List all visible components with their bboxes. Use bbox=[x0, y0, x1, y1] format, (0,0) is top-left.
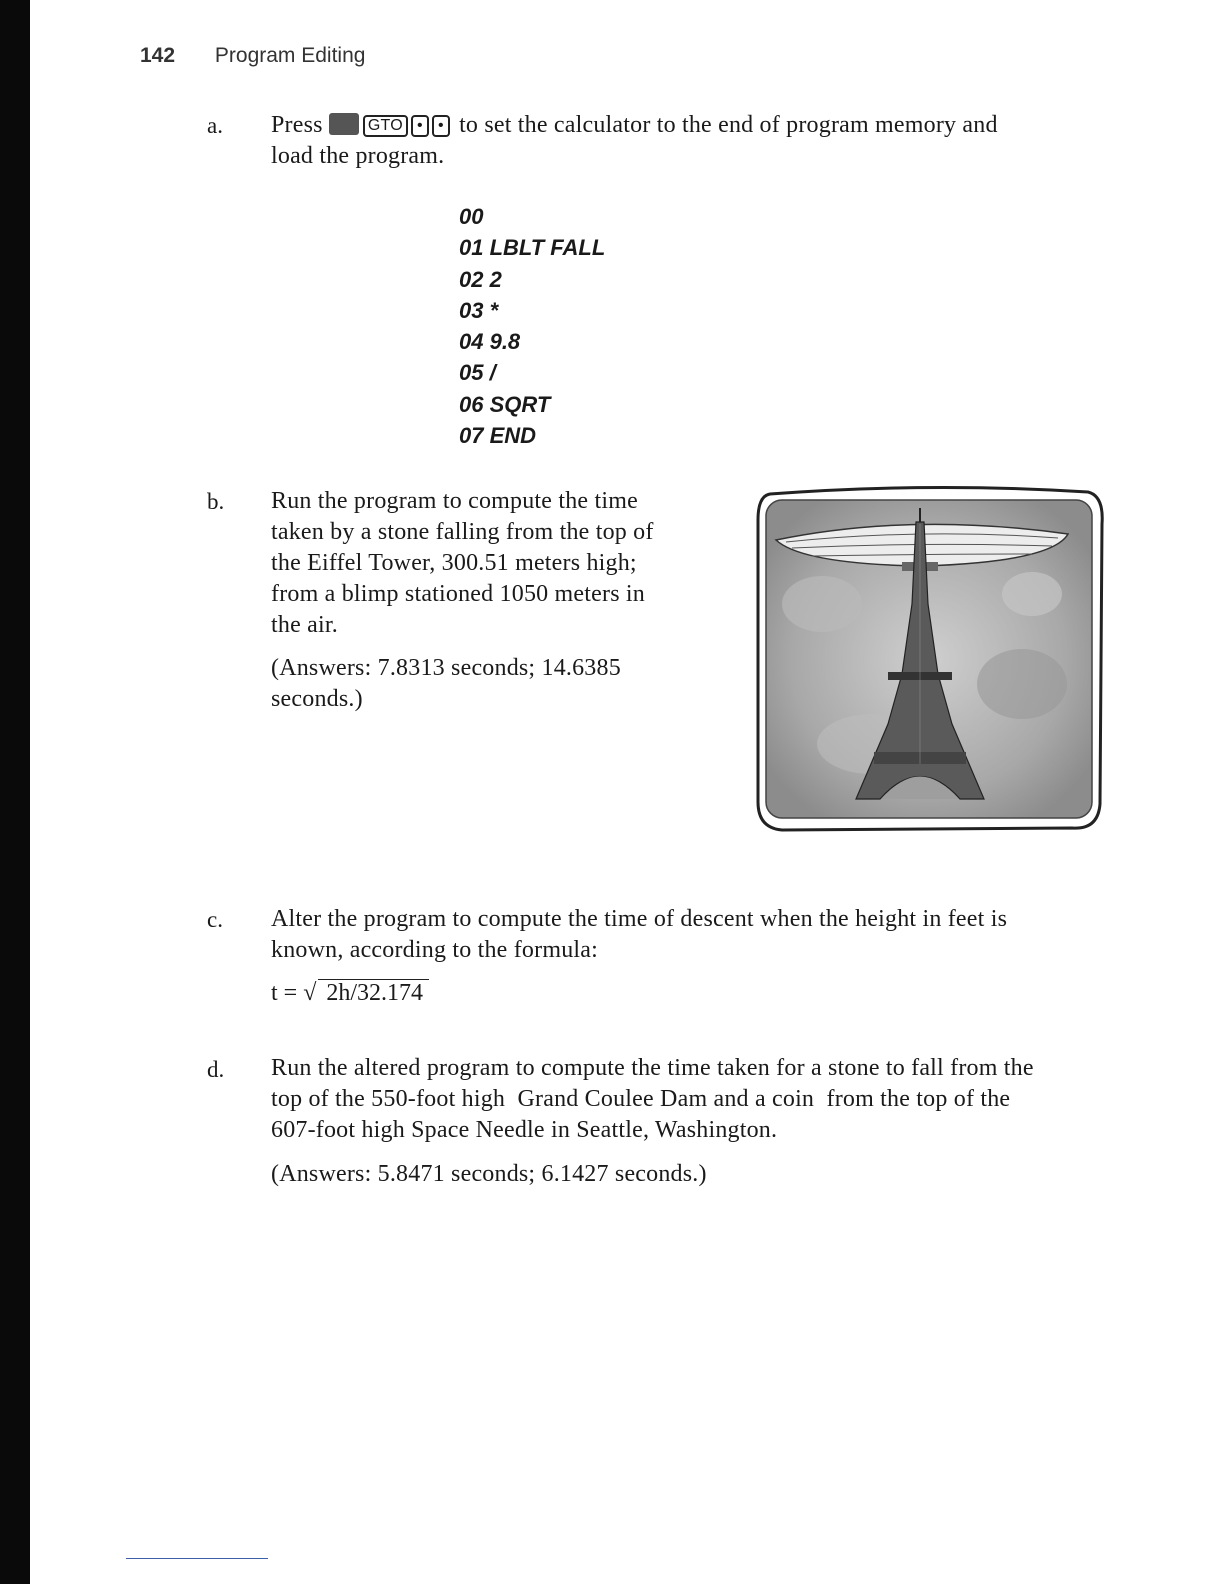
step-a-marker: a. bbox=[207, 113, 223, 138]
footer-rule bbox=[126, 1558, 268, 1559]
step-a-line-1 bbox=[271, 110, 1111, 141]
page-binding-edge bbox=[0, 0, 30, 1584]
program-line: 02 2 bbox=[459, 266, 502, 292]
step-b-line: Run the program to compute the time bbox=[271, 488, 638, 514]
eiffel-tower-blimp-illustration bbox=[752, 484, 1106, 834]
step-b-line: the air. bbox=[271, 612, 338, 638]
step-a-line-1-rest: to set the calculator to the end of program memory and bbox=[459, 112, 998, 138]
step-d-answer: (Answers: 5.8471 seconds; 6.1427 seconds.) bbox=[271, 1161, 707, 1187]
formula-lhs: t = bbox=[271, 980, 298, 1006]
step-c-marker: c. bbox=[207, 907, 223, 932]
step-a-text bbox=[271, 110, 1111, 172]
dot-key-1: • bbox=[411, 115, 429, 137]
step-b-answer-line: (Answers: 7.8313 seconds; 14.6385 bbox=[271, 655, 621, 681]
press-word: Press bbox=[271, 112, 323, 138]
page-number: 142 bbox=[140, 44, 176, 67]
step-a-line-2: load the program. bbox=[271, 143, 445, 169]
step-c-text bbox=[271, 904, 1111, 966]
step-b-line: taken by a stone falling from the top of bbox=[271, 519, 654, 545]
square-root-symbol: √ bbox=[303, 980, 317, 1006]
step-b-line: from a blimp stationed 1050 meters in bbox=[271, 581, 645, 607]
step-b-text bbox=[271, 486, 701, 715]
fall-time-formula bbox=[271, 979, 429, 1007]
step-d-line: top of the 550-foot high Grand Coulee Dam and a coin from the top of the bbox=[271, 1086, 1011, 1112]
dot-key-2: • bbox=[432, 115, 450, 137]
page-header bbox=[140, 44, 365, 68]
step-b-answer-line: seconds.) bbox=[271, 686, 363, 712]
program-line: 03 * bbox=[459, 297, 499, 323]
step-d-line: Run the altered program to compute the time taken for a stone to fall from the bbox=[271, 1055, 1034, 1081]
program-listing bbox=[459, 201, 605, 451]
program-line: 06 SQRT bbox=[459, 391, 551, 417]
step-d-line: 607-foot high Space Needle in Seattle, Washington. bbox=[271, 1117, 778, 1143]
program-line: 05 / bbox=[459, 360, 496, 386]
step-b-marker: b. bbox=[207, 489, 225, 514]
gto-key: GTO bbox=[363, 115, 408, 137]
step-c-line: Alter the program to compute the time of descent when the height in feet is bbox=[271, 906, 1008, 932]
formula-radicand: 2h/32.174 bbox=[318, 979, 429, 1007]
shift-key-icon bbox=[329, 113, 359, 135]
program-line: 01 LBLT FALL bbox=[459, 235, 606, 261]
program-line: 00 bbox=[459, 204, 484, 229]
step-d-text bbox=[271, 1053, 1111, 1190]
step-d-marker: d. bbox=[207, 1057, 225, 1082]
step-b-line: the Eiffel Tower, 300.51 meters high; bbox=[271, 550, 637, 576]
section-title: Program Editing bbox=[214, 44, 366, 67]
program-line: 04 9.8 bbox=[459, 329, 521, 355]
step-c-line: known, according to the formula: bbox=[271, 937, 598, 963]
program-line: 07 END bbox=[459, 423, 537, 449]
